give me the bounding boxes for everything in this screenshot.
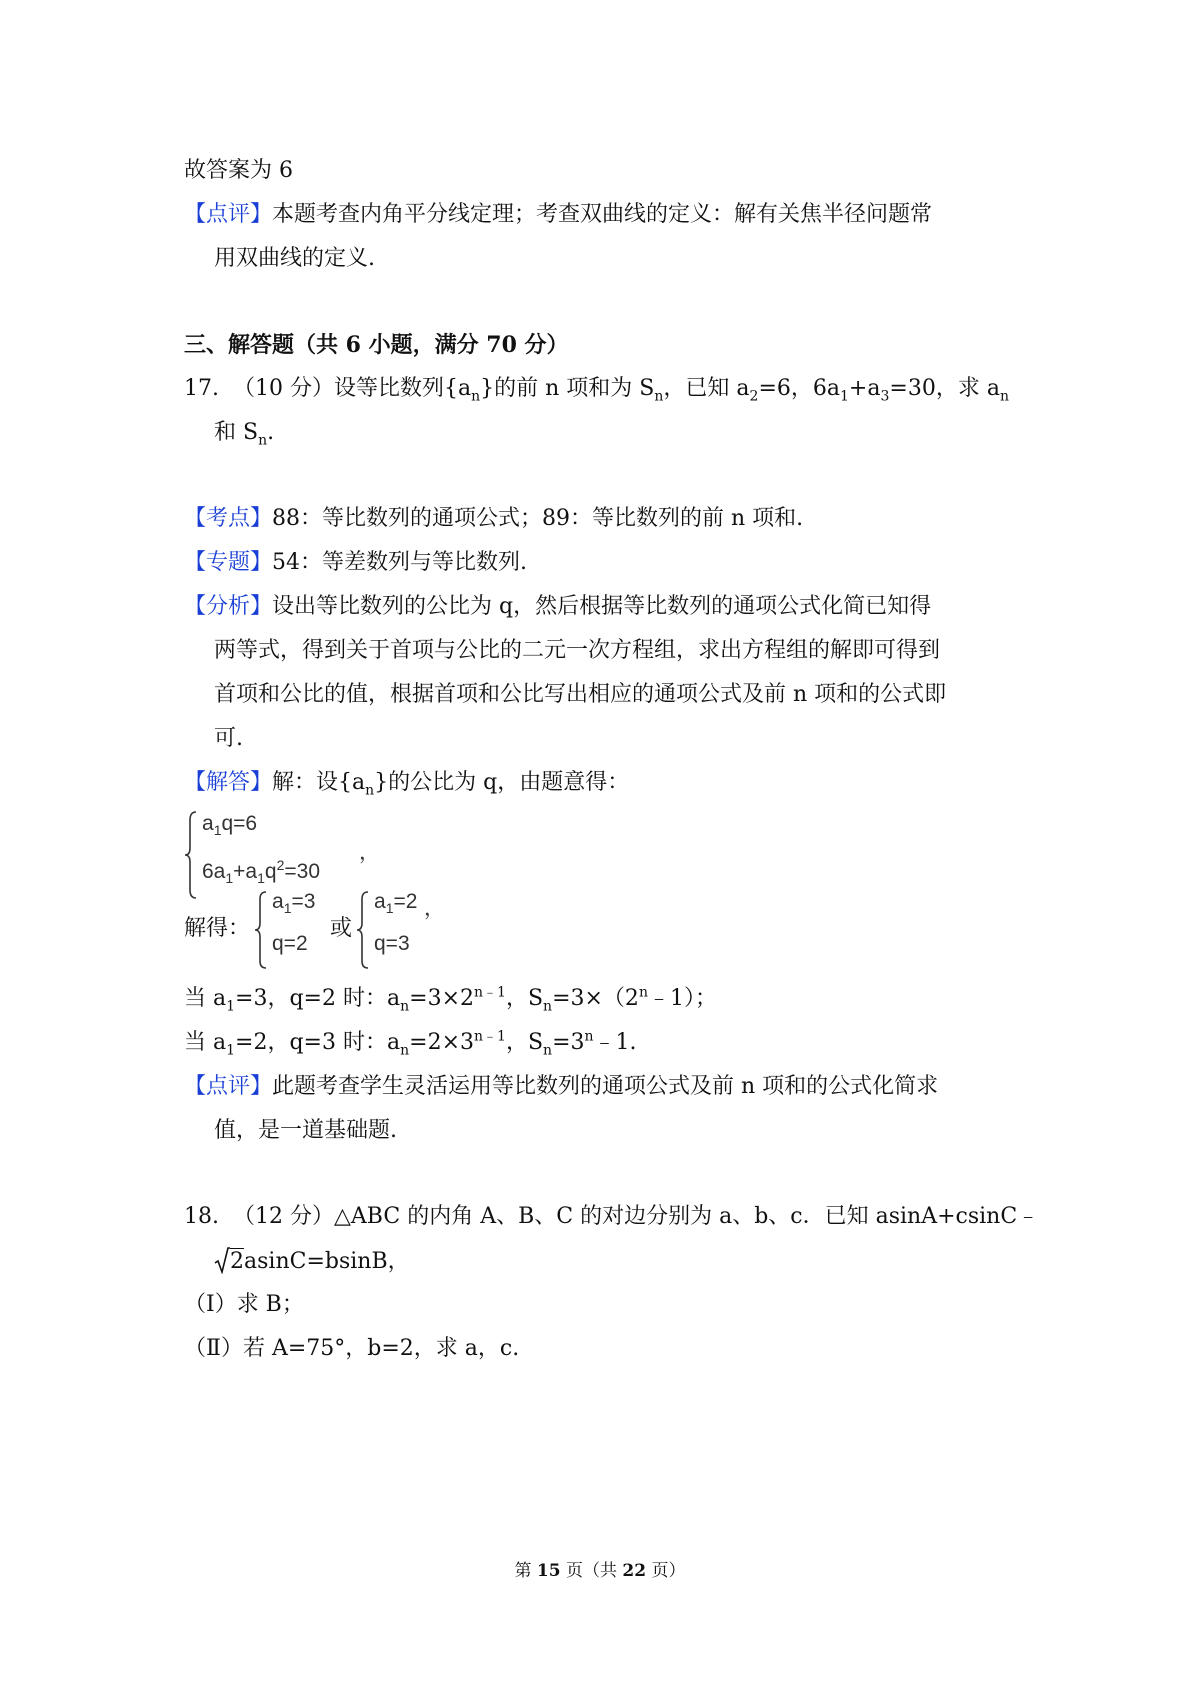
- q17-kaodian: 【考点】88：等比数列的通项公式；89：等比数列的前 n 项和.: [184, 506, 804, 531]
- left-brace-icon: [356, 890, 370, 970]
- q18-part2: （Ⅱ）若 A=75°，b=2，求 a，c.: [184, 1336, 520, 1361]
- prev-conclusion: 故答案为 6: [184, 158, 293, 183]
- q17-stem: 17. （10 分）设等比数列$\{a_n\}$的前 n 项和为 $S_n$，已知 $a_2=6$，$6a_1+a_3=30$，求 $a_n$: [184, 376, 1009, 405]
- q17-zhuanti: 【专题】54：等差数列与等比数列.: [184, 550, 528, 575]
- sys3-row1: $a_1=2$: [374, 890, 418, 917]
- page-number: 15: [536, 1561, 561, 1581]
- q17-dianping-l2: 值，是一道基础题.: [214, 1118, 397, 1143]
- q17-stem-cont: 和 $S_n$.: [214, 420, 275, 449]
- equation-system-1: [184, 810, 380, 900]
- q18-part1: （Ⅰ）求 B；: [184, 1292, 304, 1317]
- sys3-row2: q=3: [374, 932, 410, 955]
- q17-solved-label: 解得：: [184, 916, 251, 941]
- sys1-row2: $6a_1+a_1q^2=30$: [202, 857, 321, 887]
- q17-fenxi-l3: 首项和公比的值，根据首项和公比写出相应的通项公式及前 n 项和的公式即: [214, 682, 947, 707]
- q17-fenxi-l2: 两等式，得到关于首项与公比的二元一次方程组，求出方程组的解即可得到: [214, 638, 941, 663]
- left-brace-icon: [184, 810, 198, 900]
- page-footer: 第 15 页（共 22 页）: [514, 1561, 686, 1581]
- q17-case2: 当 $a_1=2$，q=3 时：$a_n=2\times 3^{n﹣1}$，$S_n=3^n﹣1$.: [184, 1028, 637, 1059]
- q17-or: 或: [330, 916, 353, 941]
- q17-dianping: 【点评】此题考查学生灵活运用等比数列的通项公式及前 n 项和的公式化简求: [184, 1074, 939, 1099]
- prev-comment: 【点评】本题考查内角平分线定理；考查双曲线的定义：解有关焦半径问题常: [184, 202, 933, 227]
- q17-jieda: 【解答】解：设$\{a_n\}$的公比为 q，由题意得：: [184, 770, 630, 799]
- section-title: 三、解答题（共 6 小题，满分 70 分）: [184, 332, 569, 358]
- left-brace-icon: [254, 890, 268, 970]
- prev-comment-cont: 用双曲线的定义.: [214, 246, 375, 271]
- equation-system-3: [356, 890, 456, 970]
- q17-fenxi-l4: 可.: [214, 726, 243, 751]
- comment-tag: 【点评】: [184, 202, 273, 227]
- sys2-row2: q=2: [272, 932, 308, 955]
- q18-stem-cont: 2asinC=bsinB，: [214, 1246, 410, 1277]
- sys2-row1: $a_1=3$: [272, 890, 316, 917]
- sys3-comma: ，: [424, 897, 445, 920]
- page-total: 22: [622, 1561, 647, 1581]
- sys1-row1: $a_1q=6$: [202, 812, 258, 839]
- sys1-comma: ，: [359, 841, 380, 864]
- q17-fenxi: 【分析】设出等比数列的公比为 q，然后根据等比数列的通项公式化简已知得: [184, 594, 932, 619]
- sqrt-symbol: 2: [214, 1246, 244, 1277]
- q17-case1: 当 $a_1=3$，q=2 时：$a_n=3\times 2^{n﹣1}$，$S_n=3\times(2^n﹣1)$；: [184, 984, 717, 1015]
- q18-stem: 18. （12 分）△ABC 的内角 A、B、C 的对边分别为 a、b、c．已知 asinA+csinC﹣: [184, 1204, 1040, 1229]
- radical-icon: [214, 1246, 230, 1274]
